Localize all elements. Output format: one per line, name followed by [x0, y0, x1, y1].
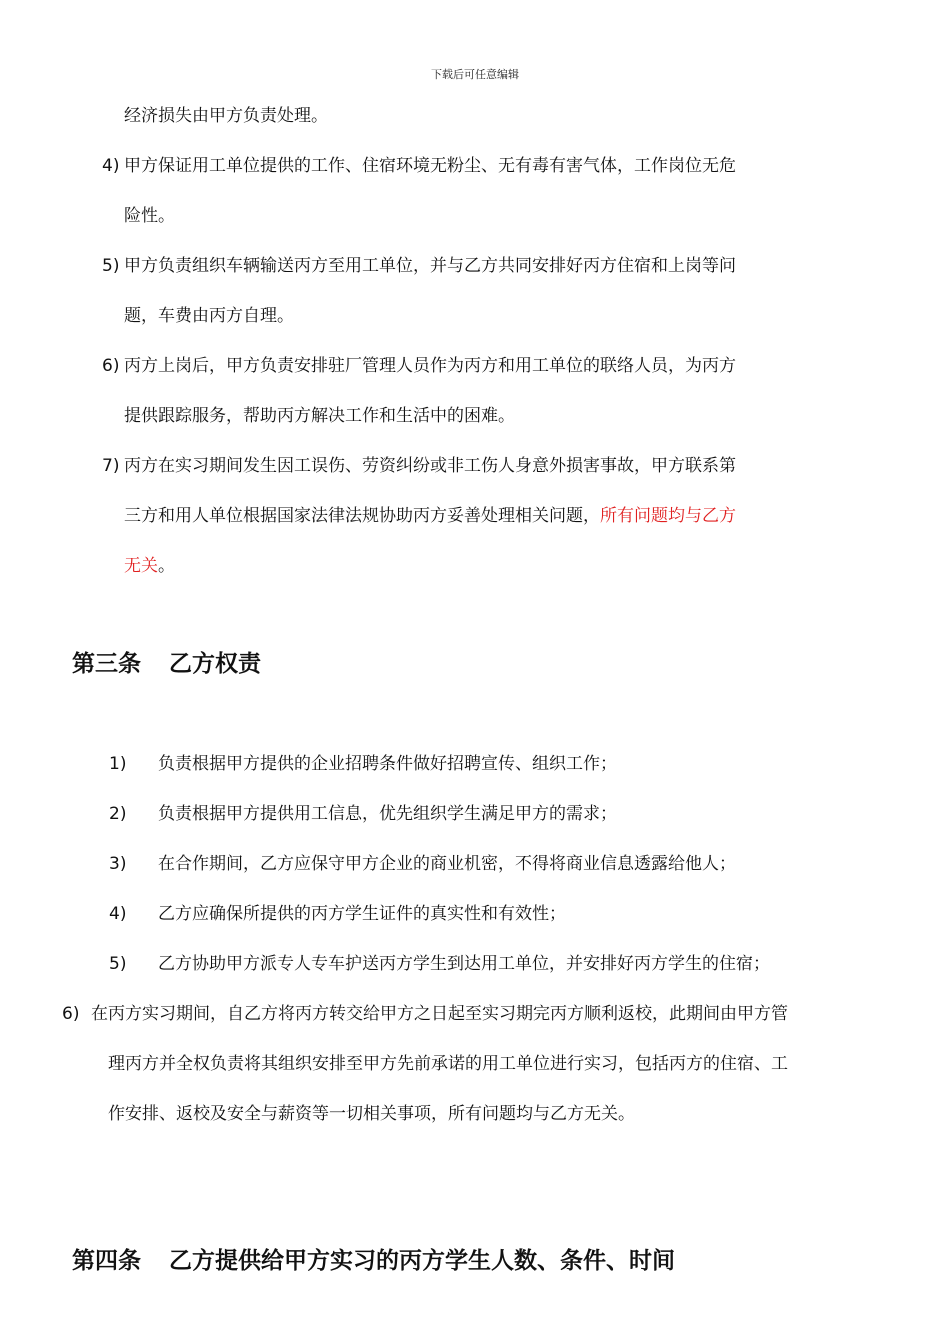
section-3-heading	[72, 649, 261, 679]
clause-7-line-1: 丙方在实习期间发生因工误伤、劳资纠纷或非工伤人身意外损害事故，甲方联系第	[124, 456, 736, 476]
clause-4-line-1: 甲方保证用工单位提供的工作、住宿环境无粉尘、无有毒有害气体，工作岗位无危	[124, 156, 736, 176]
clause-6-number: 6)	[102, 356, 120, 376]
item-4-text: 乙方应确保所提供的丙方学生证件的真实性和有效性；	[158, 904, 566, 924]
item-6-line-1: 在丙方实习期间，自乙方将丙方转交给甲方之日起至实习期完丙方顺利返校，此期间由甲方管	[91, 1004, 788, 1024]
item-6-number: 6)	[62, 1004, 80, 1024]
clause-3-continuation: 经济损失由甲方负责处理。	[124, 106, 328, 126]
item-4-number: 4)	[109, 904, 127, 924]
page-header-note: 下载后可任意编辑	[431, 68, 519, 81]
clause-7-highlight-end: 无关	[124, 556, 158, 576]
section-4-title: 乙方提供给甲方实习的丙方学生人数、条件、时间	[169, 1248, 675, 1274]
clause-6-line-1: 丙方上岗后，甲方负责安排驻厂管理人员作为丙方和用工单位的联络人员，为丙方	[124, 356, 736, 376]
section-3-title: 乙方权责	[169, 651, 261, 677]
clause-7-period: 。	[158, 556, 175, 576]
clause-7-line-3	[124, 554, 175, 578]
clause-7-line-2-text: 三方和用人单位根据国家法律法规协助丙方妥善处理相关问题，	[124, 506, 600, 526]
clause-7-number: 7)	[102, 456, 120, 476]
item-3-text: 在合作期间，乙方应保守甲方企业的商业机密，不得将商业信息透露给他人；	[158, 854, 736, 874]
item-1-number: 1)	[109, 754, 127, 774]
clause-5-line-1: 甲方负责组织车辆输送丙方至用工单位，并与乙方共同安排好丙方住宿和上岗等问	[124, 256, 736, 276]
item-5-text: 乙方协助甲方派专人专车护送丙方学生到达用工单位，并安排好丙方学生的住宿；	[158, 954, 770, 974]
clause-5-number: 5)	[102, 256, 120, 276]
item-6-line-2: 理丙方并全权负责将其组织安排至甲方先前承诺的用工单位进行实习，包括丙方的住宿、工	[108, 1054, 788, 1074]
item-3-number: 3)	[109, 854, 127, 874]
clause-6-line-2: 提供跟踪服务，帮助丙方解决工作和生活中的困难。	[124, 406, 515, 426]
clause-7-line-2	[124, 504, 736, 528]
clause-7-highlight-text: 所有问题均与乙方	[600, 506, 736, 526]
section-4-label: 第四条	[72, 1248, 141, 1274]
clause-5-line-2: 题，车费由丙方自理。	[124, 306, 294, 326]
section-4-heading	[72, 1246, 675, 1276]
item-2-number: 2)	[109, 804, 127, 824]
clause-4-number: 4)	[102, 156, 120, 176]
clause-4-line-2: 险性。	[124, 206, 175, 226]
item-5-number: 5)	[109, 954, 127, 974]
item-6-line-3: 作安排、返校及安全与薪资等一切相关事项，所有问题均与乙方无关。	[108, 1104, 635, 1124]
section-3-label: 第三条	[72, 651, 141, 677]
item-1-text: 负责根据甲方提供的企业招聘条件做好招聘宣传、组织工作；	[158, 754, 617, 774]
item-2-text: 负责根据甲方提供用工信息，优先组织学生满足甲方的需求；	[158, 804, 617, 824]
